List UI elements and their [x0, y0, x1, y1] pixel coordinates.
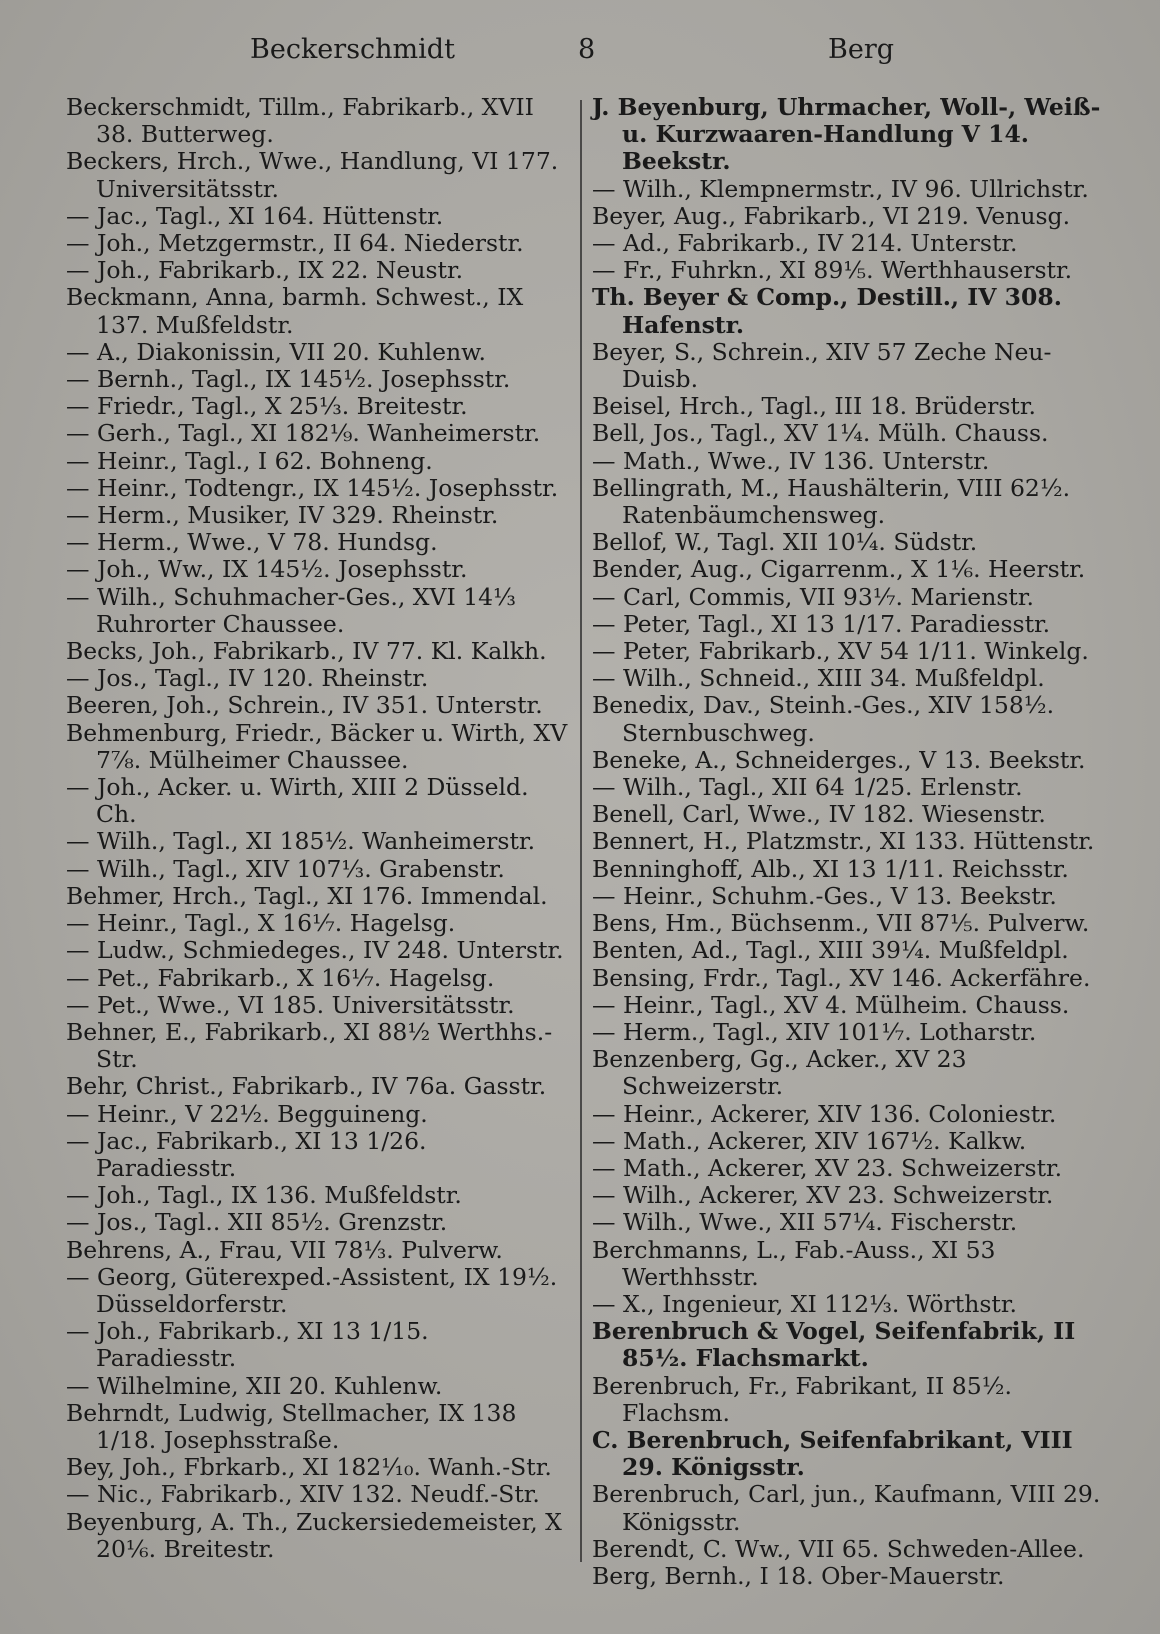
directory-entry: Bennert, H., Platzmstr., XI 133. Hüttenstr.: [592, 827, 1095, 856]
directory-entry: — Ludw., Schmiedeges., IV 248. Unterstr.: [66, 936, 564, 965]
directory-entry: — Gerh., Tagl., XI 182⅑. Wanheimerstr.: [66, 419, 541, 448]
header-right-guide-word: Berg: [828, 34, 895, 65]
directory-entry: Behmer, Hrch., Tagl., XI 176. Immendal.: [66, 881, 548, 910]
directory-entry: — Wilh., Schuhmacher-Ges., XVI 14⅓ Ruhrorter Chaussee.: [66, 582, 516, 638]
directory-entry: — Wilh., Ackerer, XV 23. Schweizerstr.: [592, 1181, 1054, 1210]
directory-entry: Beyer, S., Schrein., XIV 57 Zeche Neu-Duisb.: [592, 337, 1052, 394]
directory-entry: — Pet., Fabrikarb., X 16⅐. Hagelsg.: [66, 963, 495, 992]
directory-entry: Beckers, Hrch., Wwe., Handlung, VI 177. Universitätsstr.: [66, 147, 559, 203]
directory-entry: — A., Diakonissin, VII 20. Kuhlenw.: [66, 337, 486, 366]
directory-entry: — Jos., Tagl., IV 120. Rheinstr.: [66, 664, 429, 693]
directory-entry-advert: Th. Beyer & Comp., Destill., IV 308. Hafenstr.: [592, 283, 1062, 339]
directory-entry: — Jos., Tagl.. XII 85½. Grenzstr.: [66, 1208, 448, 1237]
directory-entry: — Fr., Fuhrkn., XI 89⅕. Werthhauserstr.: [592, 256, 1073, 285]
directory-entry: Bens, Hm., Büchsenm., VII 87⅕. Pulverw.: [592, 909, 1090, 938]
directory-entry: — Heinr., Schuhm.-Ges., V 13. Beekstr.: [592, 881, 1057, 910]
directory-entry: — Math., Wwe., IV 136. Unterstr.: [592, 446, 990, 475]
directory-entry: Beyer, Aug., Fabrikarb., VI 219. Venusg.: [592, 201, 1071, 230]
directory-entry: Benzenberg, Gg., Acker., XV 23 Schweizerstr.: [592, 1045, 967, 1101]
right-column: [592, 94, 1112, 1590]
directory-entry: — X., Ingenieur, XI 112⅓. Wörthstr.: [592, 1289, 1017, 1318]
directory-entry: Berg, Bernh., I 18. Ober-Mauerstr.: [592, 1561, 1005, 1590]
directory-entry: — Heinr., Todtengr., IX 145½. Josephsstr.: [66, 473, 559, 502]
directory-entry: — Wilh., Klempnermstr., IV 96. Ullrichstr.: [592, 174, 1089, 203]
directory-entry: Benell, Carl, Wwe., IV 182. Wiesenstr.: [592, 800, 1046, 829]
directory-entry: Benedix, Dav., Steinh.-Ges., XIV 158½. Sternbuschweg.: [592, 691, 1055, 747]
directory-entry: Bellingrath, M., Haushälterin, VIII 62½. Ratenbäumchensweg.: [592, 473, 1071, 530]
directory-entry: — Math., Ackerer, XV 23. Schweizerstr.: [592, 1153, 1063, 1182]
directory-entry: — Wilhelmine, XII 20. Kuhlenw.: [66, 1371, 443, 1400]
directory-entry: — Heinr., Ackerer, XIV 136. Coloniestr.: [592, 1099, 1057, 1128]
left-column: [66, 94, 571, 1563]
directory-entry: Behmenburg, Friedr., Bäcker u. Wirth, XV 7⅞. Mülheimer Chaussee.: [66, 718, 568, 774]
directory-entry: — Jac., Fabrikarb., XI 13 1/26. Paradiesstr.: [66, 1126, 427, 1182]
directory-entry: — Joh., Fabrikarb., XI 13 1/15. Paradiesstr.: [66, 1317, 429, 1373]
directory-entry: — Joh., Ww., IX 145½. Josephsstr.: [66, 555, 468, 584]
directory-entry: — Herm., Musiker, IV 329. Rheinstr.: [66, 501, 499, 530]
directory-entry: — Friedr., Tagl., X 25⅓. Breitestr.: [66, 392, 468, 421]
directory-entry: Benten, Ad., Tagl., XIII 39¼. Mußfeldpl.: [592, 936, 1069, 965]
directory-entry: Berenbruch, Fr., Fabrikant, II 85½. Flachsm.: [592, 1371, 1012, 1427]
header-left-guide-word: Beckerschmidt: [250, 34, 455, 65]
directory-entry: — Peter, Fabrikarb., XV 54 1/11. Winkelg.: [592, 637, 1089, 666]
directory-entry: — Heinr., V 22½. Begguineng.: [66, 1099, 428, 1128]
directory-entry: Benninghoff, Alb., XI 13 1/11. Reichsstr.: [592, 854, 1069, 883]
directory-entry: Beckerschmidt, Tillm., Fabrikarb., XVII 38. Butterweg.: [66, 93, 534, 149]
directory-entry: Behrndt, Ludwig, Stellmacher, IX 138 1/18. Josephsstraße.: [66, 1398, 517, 1454]
directory-entry: Bey, Joh., Fbrkarb., XI 182⅒. Wanh.-Str.: [66, 1453, 552, 1482]
directory-entry: Berchmanns, L., Fab.-Auss., XI 53 Werthhsstr.: [592, 1235, 996, 1291]
page-number: 8: [578, 34, 596, 65]
directory-entry: — Ad., Fabrikarb., IV 214. Unterstr.: [592, 229, 1018, 258]
directory-entry: — Herm., Wwe., V 78. Hundsg.: [66, 528, 438, 557]
directory-entry: — Joh., Fabrikarb., IX 22. Neustr.: [66, 256, 464, 285]
directory-entry: Beeren, Joh., Schrein., IV 351. Unterstr.: [66, 691, 543, 720]
directory-entry: Bell, Jos., Tagl., XV 1¼. Mülh. Chauss.: [592, 419, 1049, 448]
directory-entry: — Wilh., Wwe., XII 57¼. Fischerstr.: [592, 1208, 1018, 1237]
directory-entry: Behr, Christ., Fabrikarb., IV 76a. Gasstr.: [66, 1072, 547, 1101]
directory-entry: — Carl, Commis, VII 93⅐. Marienstr.: [592, 582, 1034, 611]
directory-entry: — Joh., Metzgermstr., II 64. Niederstr.: [66, 229, 524, 258]
directory-entry-advert: Berenbruch & Vogel, Seifenfabrik, II 85½. Flachsmarkt.: [592, 1317, 1076, 1373]
directory-entry: — Wilh., Tagl., XIV 107⅓. Grabenstr.: [66, 854, 505, 883]
directory-entry: Beneke, A., Schneiderges., V 13. Beekstr.: [592, 745, 1086, 774]
directory-entry: — Nic., Fabrikarb., XIV 132. Neudf.-Str.: [66, 1480, 540, 1509]
directory-entry: Bensing, Frdr., Tagl., XV 146. Ackerfähre.: [592, 963, 1091, 992]
directory-entry: — Pet., Wwe., VI 185. Universitätsstr.: [66, 990, 515, 1019]
directory-entry: Berenbruch, Carl, jun., Kaufmann, VIII 29. Königsstr.: [592, 1480, 1101, 1536]
directory-entry: — Heinr., Tagl., XV 4. Mülheim. Chauss.: [592, 990, 1070, 1019]
directory-entry: — Jac., Tagl., XI 164. Hüttenstr.: [66, 201, 444, 230]
directory-entry: — Wilh., Tagl., XI 185½. Wanheimerstr.: [66, 827, 536, 856]
directory-entry: — Joh., Acker. u. Wirth, XIII 2 Düsseld. Ch.: [66, 773, 529, 829]
directory-entry: Bellof, W., Tagl. XII 10¼. Südstr.: [592, 528, 978, 557]
directory-entry: Behrens, A., Frau, VII 78⅓. Pulverw.: [66, 1235, 503, 1264]
directory-entry-advert: J. Beyenburg, Uhrmacher, Woll-, Weiß- u. Kurzwaaren-Handlung V 14. Beekstr.: [592, 93, 1101, 176]
directory-entry: — Georg, Güterexped.-Assistent, IX 19½. Düsseldorferstr.: [66, 1262, 558, 1318]
directory-entry: — Heinr., Tagl., X 16⅐. Hagelsg.: [66, 909, 456, 938]
directory-entry: Behner, E., Fabrikarb., XI 88½ Werthhs.-Str.: [66, 1017, 553, 1074]
directory-entry: Bender, Aug., Cigarrenm., X 1⅙. Heerstr.: [592, 555, 1086, 584]
directory-entry: — Bernh., Tagl., IX 145½. Josephsstr.: [66, 365, 511, 394]
directory-entry: — Peter, Tagl., XI 13 1/17. Paradiesstr.: [592, 609, 1051, 638]
directory-entry: Becks, Joh., Fabrikarb., IV 77. Kl. Kalkh.: [66, 637, 547, 666]
directory-entry: Beyenburg, A. Th., Zuckersiedemeister, X 20⅙. Breitestr.: [66, 1507, 562, 1563]
directory-entry: Berendt, C. Ww., VII 65. Schweden-Allee.: [592, 1534, 1085, 1563]
directory-entry: — Math., Ackerer, XIV 167½. Kalkw.: [592, 1126, 1027, 1155]
directory-entry-advert: C. Berenbruch, Seifenfabrikant, VIII 29. Königsstr.: [592, 1425, 1073, 1482]
directory-entry: — Joh., Tagl., IX 136. Mußfeldstr.: [66, 1181, 462, 1210]
column-divider: [580, 100, 582, 1562]
directory-entry: Beisel, Hrch., Tagl., III 18. Brüderstr.: [592, 392, 1036, 421]
directory-entry: — Wilh., Tagl., XII 64 1/25. Erlenstr.: [592, 773, 1023, 802]
directory-entry: — Heinr., Tagl., I 62. Bohneng.: [66, 446, 433, 475]
directory-entry: Beckmann, Anna, barmh. Schwest., IX 137. Mußfeldstr.: [66, 283, 524, 339]
directory-entry: — Wilh., Schneid., XIII 34. Mußfeldpl.: [592, 664, 1045, 693]
directory-entry: — Herm., Tagl., XIV 101⅐. Lotharstr.: [592, 1017, 1037, 1046]
